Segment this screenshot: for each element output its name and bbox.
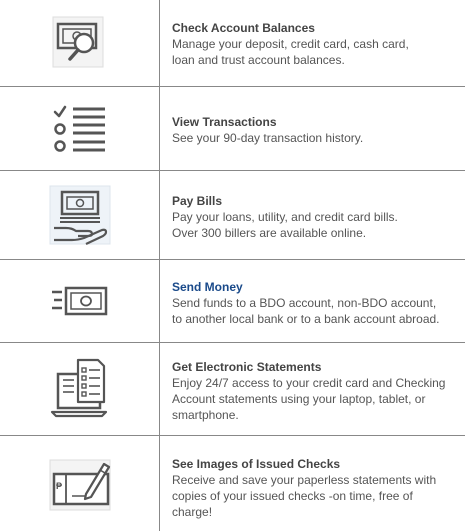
svg-text:₱: ₱ <box>55 480 62 491</box>
feature-description: Enjoy 24/7 access to your credit card and Checking Account statements using your laptop, tablet, or smartphone. <box>172 376 446 422</box>
feature-row-electronic-statements <box>0 343 465 435</box>
feature-description: Pay your loans, utility, and credit card bills. Over 300 billers are available online. <box>172 210 398 240</box>
laptop-statement-icon <box>0 343 159 435</box>
send-money-icon <box>0 260 159 342</box>
feature-text <box>172 20 462 68</box>
feature-row-check-balances <box>0 0 465 86</box>
feature-text <box>172 359 462 423</box>
feature-title: Get Electronic Statements <box>172 360 322 374</box>
feature-title: View Transactions <box>172 115 277 129</box>
feature-row-view-transactions <box>0 87 465 170</box>
feature-title: Check Account Balances <box>172 21 315 35</box>
feature-text <box>172 193 462 241</box>
feature-text <box>172 279 462 327</box>
money-magnifier-icon <box>0 0 159 86</box>
feature-description: Receive and save your paperless statements with copies of your issued checks -on time, free of charge! <box>172 473 437 519</box>
feature-title: See Images of Issued Checks <box>172 457 341 471</box>
feature-title: Pay Bills <box>172 194 223 208</box>
feature-row-pay-bills <box>0 171 465 259</box>
feature-description: Manage your deposit, credit card, cash card, loan and trust account balances. <box>172 37 409 67</box>
feature-description: Send funds to a BDO account, non-BDO account, to another local bank or to a bank account abroad. <box>172 296 440 326</box>
feature-description: See your 90-day transaction history. <box>172 131 364 145</box>
feature-row-send-money[interactable] <box>0 260 465 342</box>
feature-row-issued-checks <box>0 436 465 531</box>
bill-hand-icon <box>0 171 159 259</box>
check-pen-icon <box>0 436 159 531</box>
send-money-link[interactable]: Send Money <box>172 280 243 294</box>
checklist-icon <box>0 87 159 170</box>
feature-text <box>172 114 462 146</box>
feature-text <box>172 456 462 520</box>
